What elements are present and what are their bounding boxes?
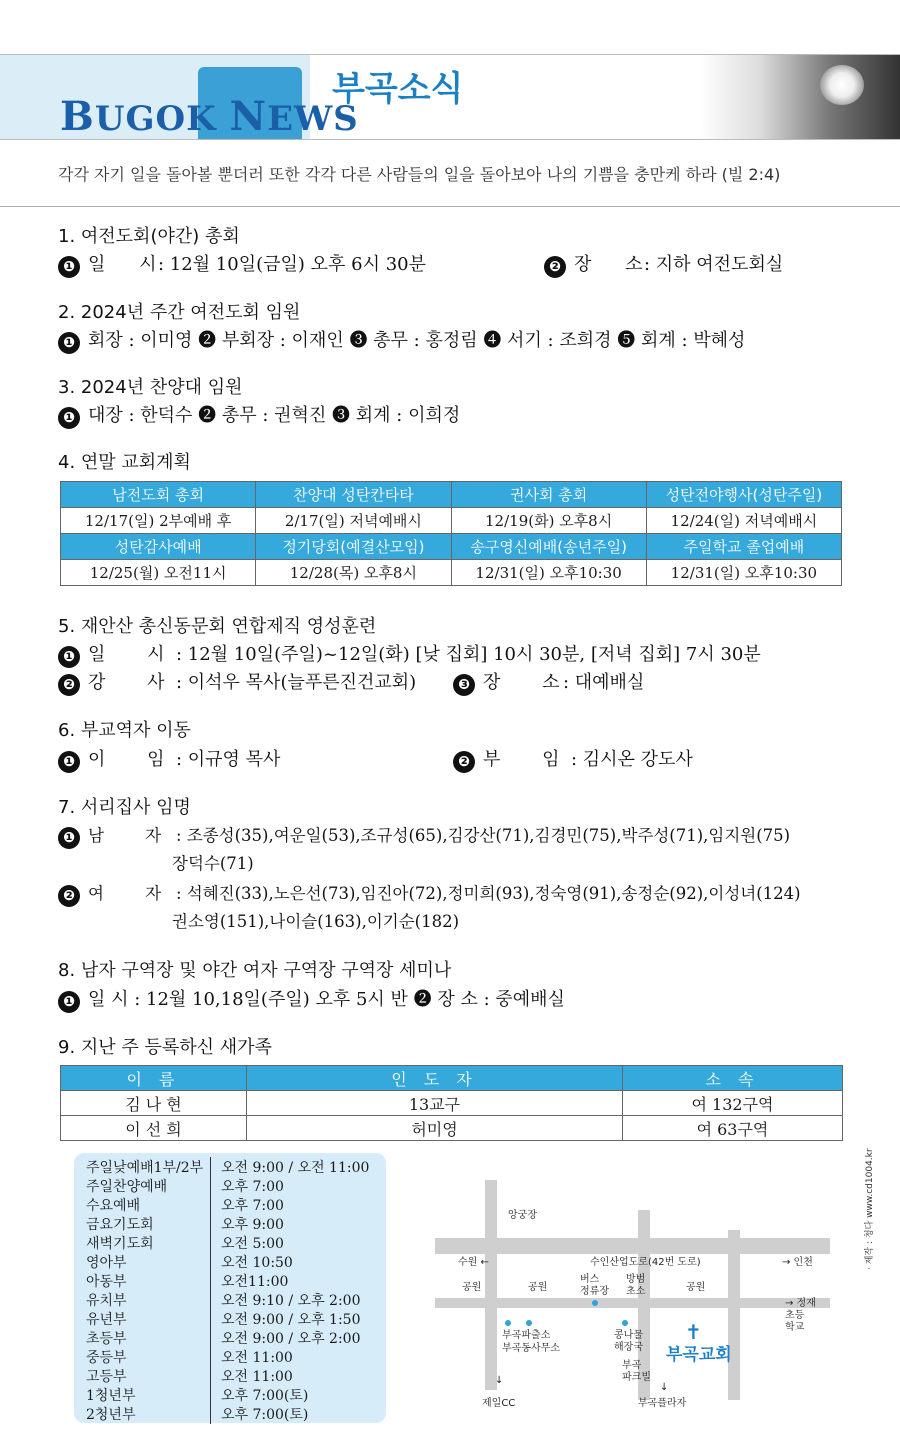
map-label: 부곡 파크빌 <box>622 1360 651 1383</box>
schedule-row: 금요기도회 오후 9:00 <box>86 1214 376 1233</box>
map-label: 수원 ← <box>458 1257 489 1268</box>
map-label: 부곡파출소 <box>502 1330 551 1341</box>
schedule-row: 주일낮예배1부/2부 오전 9:00 / 오전 11:00 <box>86 1157 376 1176</box>
section-2-line: ❶ 회장 : 이미영 ❷ 부회장 : 이재인 ❸ 총무 : 홍정림 ❹ 서기 : 조희경 ❺ 회계 : 박혜성 <box>58 326 745 354</box>
table-header-cell: 권사회 총회 <box>451 482 646 508</box>
table-cell: 12/25(월) 오전11시 <box>61 560 256 586</box>
flower-image <box>820 65 864 105</box>
table-cell: 12/28(목) 오후8시 <box>256 560 451 586</box>
map-label: 부곡동사무소 <box>502 1343 560 1354</box>
table-header-cell: 인 도 자 <box>247 1066 623 1091</box>
map-label: 콩나물 해장국 <box>614 1330 643 1353</box>
section-7-item-1: ❶ 남 자: 조종성(35),여운일(53),조규성(65),김강산(71),김경민(75),박주성(71),임지원(75) <box>58 822 790 849</box>
section-8-line: ❶ 일 시 : 12월 10,18일(주일) 오후 5시 반 ❷ 장 소 : 중예배실 <box>58 985 565 1013</box>
section-1-title: 1. 여전도회(야간) 총회 <box>58 226 240 247</box>
table-cell: 여 132구역 <box>623 1091 843 1116</box>
church-label: 부곡교회 <box>666 1345 732 1365</box>
table-cell: 12/24(일) 저녁예배시 <box>646 508 841 534</box>
map-label: 공원 <box>462 1282 482 1293</box>
section-7-item-2-cont: 권소영(151),나이슬(163),이기순(182) <box>172 912 460 931</box>
table-cell: 허미영 <box>247 1116 623 1141</box>
schedule-row: 1청년부 오후 7:00(토) <box>86 1385 376 1404</box>
map-label: 공원 <box>528 1282 548 1293</box>
map-label: 버스 정류장 <box>580 1274 609 1297</box>
bible-verse: 각각 자기 일을 돌아볼 뿐더러 또한 각각 다른 사람들의 일을 돌아보아 나의 기쁨을 충만케 하라 (빌 2:4) <box>58 165 781 184</box>
table-cell: 12/17(일) 2부예배 후 <box>61 508 256 534</box>
page-title: 부곡소식 <box>332 69 464 109</box>
church-cross-icon: ✝ <box>685 1320 702 1344</box>
section-6-title: 6. 부교역자 이동 <box>58 720 191 741</box>
table-header-cell: 이 름 <box>61 1066 247 1091</box>
logo-wordmark: BUGOK NEWS <box>60 93 359 140</box>
divider <box>0 206 900 207</box>
section-5-item-2: ❷ 강 사: 이석우 목사(늘푸른진건교회) <box>58 668 416 696</box>
schedule-row: 유치부 오전 9:10 / 오후 2:00 <box>86 1290 376 1309</box>
down-arrow-icon: ↓ <box>495 1375 504 1386</box>
map-label: → 인천 <box>782 1257 813 1268</box>
schedule-row: 새벽기도회 오전 5:00 <box>86 1233 376 1252</box>
table-header-cell: 정기당회(예결산모임) <box>256 534 451 560</box>
credit: · 제작 : 청다 www.cd1004.kr <box>865 1148 875 1270</box>
schedule-row: 중등부 오전 11:00 <box>86 1347 376 1366</box>
table-cell: 12/31(일) 오후10:30 <box>451 560 646 586</box>
table-header-cell: 주일학교 졸업예배 <box>646 534 841 560</box>
logo-area <box>0 55 359 140</box>
header <box>0 54 900 140</box>
table-header-cell: 남전도회 총회 <box>61 482 256 508</box>
schedule-row: 주일찬양예배 오후 7:00 <box>86 1176 376 1195</box>
map-label: → 정재 초등 학교 <box>785 1298 816 1333</box>
section-1-item-1: ❶ 일 시: 12월 10일(금일) 오후 6시 30분 <box>58 250 426 278</box>
table-header-cell: 찬양대 성탄칸타타 <box>256 482 451 508</box>
section-5-title: 5. 재안산 총신동문회 연합제직 영성훈련 <box>58 616 377 637</box>
section-8-title: 8. 남자 구역장 및 야간 여자 구역장 구역장 세미나 <box>58 960 452 981</box>
section-7-title: 7. 서리집사 임명 <box>58 797 191 818</box>
map-label: 앙궁장 <box>508 1210 537 1221</box>
new-family-table <box>60 1065 843 1141</box>
section-3-title: 3. 2024년 찬양대 임원 <box>58 377 243 398</box>
section-3-line: ❶ 대장 : 한덕수 ❷ 총무 : 권혁진 ❸ 회계 : 이희정 <box>58 401 460 429</box>
down-arrow-icon: ↓ <box>660 1382 669 1393</box>
table-cell: 2/17(일) 저녁예배시 <box>256 508 451 534</box>
schedule-row: 초등부 오전 9:00 / 오후 2:00 <box>86 1328 376 1347</box>
table-cell: 12/19(화) 오후8시 <box>451 508 646 534</box>
section-1-item-2: ❷ 장 소: 지하 여전도회실 <box>544 250 783 278</box>
worship-schedule <box>74 1153 386 1423</box>
table-cell: 이 선 희 <box>61 1116 247 1141</box>
bus-stop-marker <box>592 1300 598 1306</box>
map-label: 방범 초소 <box>626 1274 646 1297</box>
section-7-item-2: ❷ 여 자: 석혜진(33),노은선(73),임진아(72),정미희(93),정숙영(91),송정순(92),이성녀(124) <box>58 880 801 907</box>
schedule-row: 2청년부 오후 7:00(토) <box>86 1404 376 1423</box>
section-4-title: 4. 연말 교회계획 <box>58 452 191 473</box>
schedule-row: 고등부 오전 11:00 <box>86 1366 376 1385</box>
restaurant-marker <box>622 1320 628 1326</box>
header-photo <box>700 55 900 139</box>
section-2-title: 2. 2024년 주간 여전도회 임원 <box>58 302 301 323</box>
road <box>485 1180 497 1390</box>
map-label: 제일CC <box>482 1398 516 1409</box>
map-label: 부곡플라자 <box>638 1398 687 1409</box>
table-cell: 12/31(일) 오후10:30 <box>646 560 841 586</box>
table-header-cell: 성탄전야행사(성탄주일) <box>646 482 841 508</box>
schedule-row: 아동부 오전11:00 <box>86 1271 376 1290</box>
table-cell: 김 나 현 <box>61 1091 247 1116</box>
schedule-row: 유년부 오전 9:00 / 오후 1:50 <box>86 1309 376 1328</box>
table-cell: 13교구 <box>247 1091 623 1116</box>
police-marker <box>505 1320 511 1326</box>
section-9-title: 9. 지난 주 등록하신 새가족 <box>58 1037 272 1058</box>
table-header-cell: 송구영신예배(송년주일) <box>451 534 646 560</box>
section-5-item-3: ❸ 장 소: 대예배실 <box>453 668 644 696</box>
section-6-item-2: ❷ 부 임: 김시온 강도사 <box>453 745 693 773</box>
map-label: 수인산업도로(42번 도로) <box>590 1257 701 1268</box>
road <box>728 1230 740 1400</box>
table-cell: 여 63구역 <box>623 1116 843 1141</box>
table-header-cell: 성탄감사예배 <box>61 534 256 560</box>
schedule-row: 영아부 오전 10:50 <box>86 1252 376 1271</box>
office-marker <box>526 1320 532 1326</box>
church-location-map <box>430 1170 840 1420</box>
map-label: 공원 <box>686 1282 706 1293</box>
section-7-item-1-cont: 장덕수(71) <box>172 854 254 873</box>
table-header-cell: 소 속 <box>623 1066 843 1091</box>
section-5-item-1: ❶ 일 시: 12월 10일(주일)~12일(화) [낮 집회] 10시 30분, [저녁 집회] 7시 30분 <box>58 640 761 668</box>
year-end-plan-table <box>60 481 842 586</box>
section-6-item-1: ❶ 이 임: 이규영 목사 <box>58 745 280 773</box>
schedule-row: 수요예배 오후 7:00 <box>86 1195 376 1214</box>
